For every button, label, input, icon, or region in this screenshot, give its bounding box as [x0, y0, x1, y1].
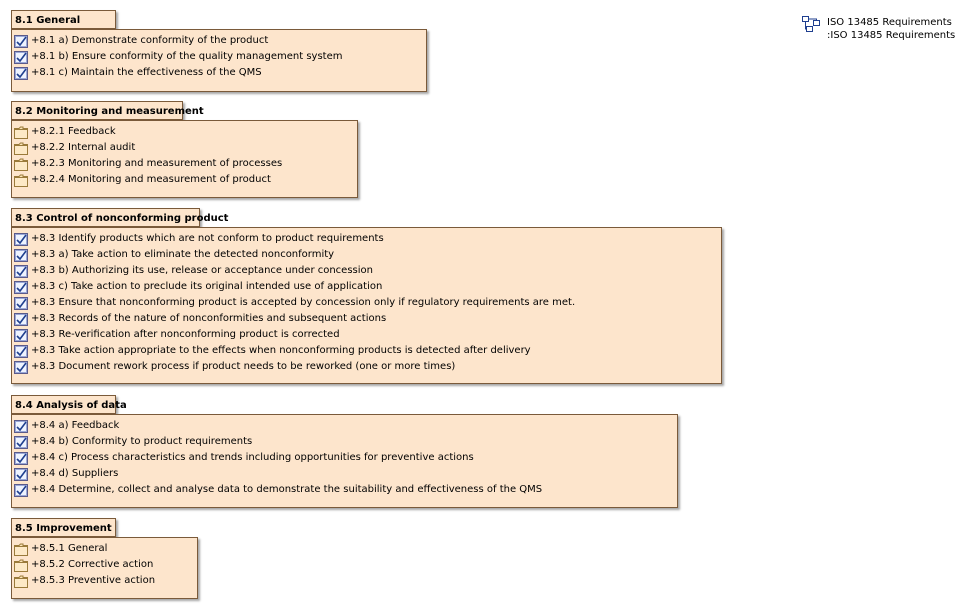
folder-icon [14, 126, 28, 139]
requirement-check-icon [14, 313, 28, 326]
package-body [11, 537, 198, 599]
requirement-check-icon [14, 420, 28, 433]
requirement-label: +8.3 b) Authorizing its use, release or acceptance under concession [31, 265, 373, 276]
requirement-check-icon [14, 249, 28, 262]
requirement-item[interactable] [14, 450, 677, 466]
requirement-check-icon [14, 297, 28, 310]
requirement-check-icon [14, 67, 28, 80]
requirement-check-icon [14, 329, 28, 342]
requirement-item[interactable] [14, 49, 426, 65]
requirement-label: +8.3 c) Take action to preclude its original intended use of application [31, 281, 383, 292]
requirement-item[interactable] [14, 359, 721, 375]
requirement-check-icon [14, 265, 28, 278]
package-label: +8.5.1 General [31, 543, 108, 554]
requirement-item[interactable] [14, 418, 677, 434]
requirement-check-icon [14, 51, 28, 64]
requirement-item[interactable] [14, 247, 721, 263]
requirement-item[interactable] [14, 263, 721, 279]
requirement-label: +8.4 Determine, collect and analyse data to demonstrate the suitability and effectiveness of the QMS [31, 484, 543, 495]
package-body [11, 227, 722, 384]
package-item[interactable] [14, 140, 357, 156]
package-label: +8.5.3 Preventive action [31, 575, 156, 586]
package-label: +8.5.2 Corrective action [31, 559, 154, 570]
requirement-label: +8.4 d) Suppliers [31, 468, 119, 479]
folder-icon [14, 575, 28, 588]
requirement-item[interactable] [14, 295, 721, 311]
requirement-label: +8.4 b) Conformity to product requirements [31, 436, 253, 447]
requirement-item[interactable] [14, 33, 426, 49]
package-label: +8.2.4 Monitoring and measurement of product [31, 174, 271, 185]
package-item[interactable] [14, 156, 357, 172]
requirement-label: +8.1 c) Maintain the effectiveness of the QMS [31, 67, 262, 78]
package-tab: 8.3 Control of nonconforming product [11, 208, 200, 227]
package-tab: 8.5 Improvement [11, 518, 116, 537]
requirement-item[interactable] [14, 279, 721, 295]
requirement-label: +8.4 a) Feedback [31, 420, 120, 431]
folder-icon [14, 174, 28, 187]
folder-icon [14, 543, 28, 556]
folder-icon [14, 559, 28, 572]
requirement-check-icon [14, 484, 28, 497]
requirement-check-icon [14, 436, 28, 449]
requirement-label: +8.3 Re-verification after nonconforming product is corrected [31, 329, 340, 340]
requirement-item[interactable] [14, 231, 721, 247]
requirement-item[interactable] [14, 311, 721, 327]
requirement-item[interactable] [14, 65, 426, 81]
requirement-item[interactable] [14, 327, 721, 343]
package-reference[interactable] [802, 16, 955, 42]
package-tab: 8.1 General [11, 10, 116, 29]
folder-icon [14, 158, 28, 171]
requirement-check-icon [14, 452, 28, 465]
package-diagram-icon [802, 16, 820, 32]
package-reference-name: ISO 13485 Requirements [827, 17, 952, 28]
package-body [11, 414, 678, 508]
package-tab: 8.4 Analysis of data [11, 395, 116, 414]
package-item[interactable] [14, 541, 197, 557]
package-item[interactable] [14, 172, 357, 188]
requirement-check-icon [14, 361, 28, 374]
package-body [11, 29, 427, 92]
requirement-check-icon [14, 468, 28, 481]
requirement-label: +8.3 Identify products which are not conform to product requirements [31, 233, 384, 244]
package-body [11, 120, 358, 198]
package-item[interactable] [14, 557, 197, 573]
requirement-check-icon [14, 281, 28, 294]
requirement-check-icon [14, 233, 28, 246]
package-label: +8.2.1 Feedback [31, 126, 116, 137]
requirement-label: +8.1 a) Demonstrate conformity of the product [31, 35, 269, 46]
requirement-item[interactable] [14, 343, 721, 359]
requirement-label: +8.3 Ensure that nonconforming product is accepted by concession only if regulatory requirements are met. [31, 297, 576, 308]
package-tab: 8.2 Monitoring and measurement [11, 101, 183, 120]
requirement-item[interactable] [14, 466, 677, 482]
requirement-label: +8.3 Document rework process if product needs to be reworked (one or more times) [31, 361, 456, 372]
package-reference-type: :ISO 13485 Requirements [827, 30, 956, 41]
requirement-check-icon [14, 345, 28, 358]
package-label: +8.2.3 Monitoring and measurement of processes [31, 158, 283, 169]
requirement-item[interactable] [14, 482, 677, 498]
package-item[interactable] [14, 573, 197, 589]
package-label: +8.2.2 Internal audit [31, 142, 136, 153]
requirement-label: +8.3 a) Take action to eliminate the detected nonconformity [31, 249, 335, 260]
requirement-check-icon [14, 35, 28, 48]
requirement-item[interactable] [14, 434, 677, 450]
requirement-label: +8.4 c) Process characteristics and trends including opportunities for preventive actions [31, 452, 474, 463]
requirement-label: +8.3 Records of the nature of nonconformities and subsequent actions [31, 313, 387, 324]
folder-icon [14, 142, 28, 155]
requirement-label: +8.1 b) Ensure conformity of the quality management system [31, 51, 343, 62]
package-item[interactable] [14, 124, 357, 140]
requirement-label: +8.3 Take action appropriate to the effects when nonconforming products is detected after delivery [31, 345, 531, 356]
